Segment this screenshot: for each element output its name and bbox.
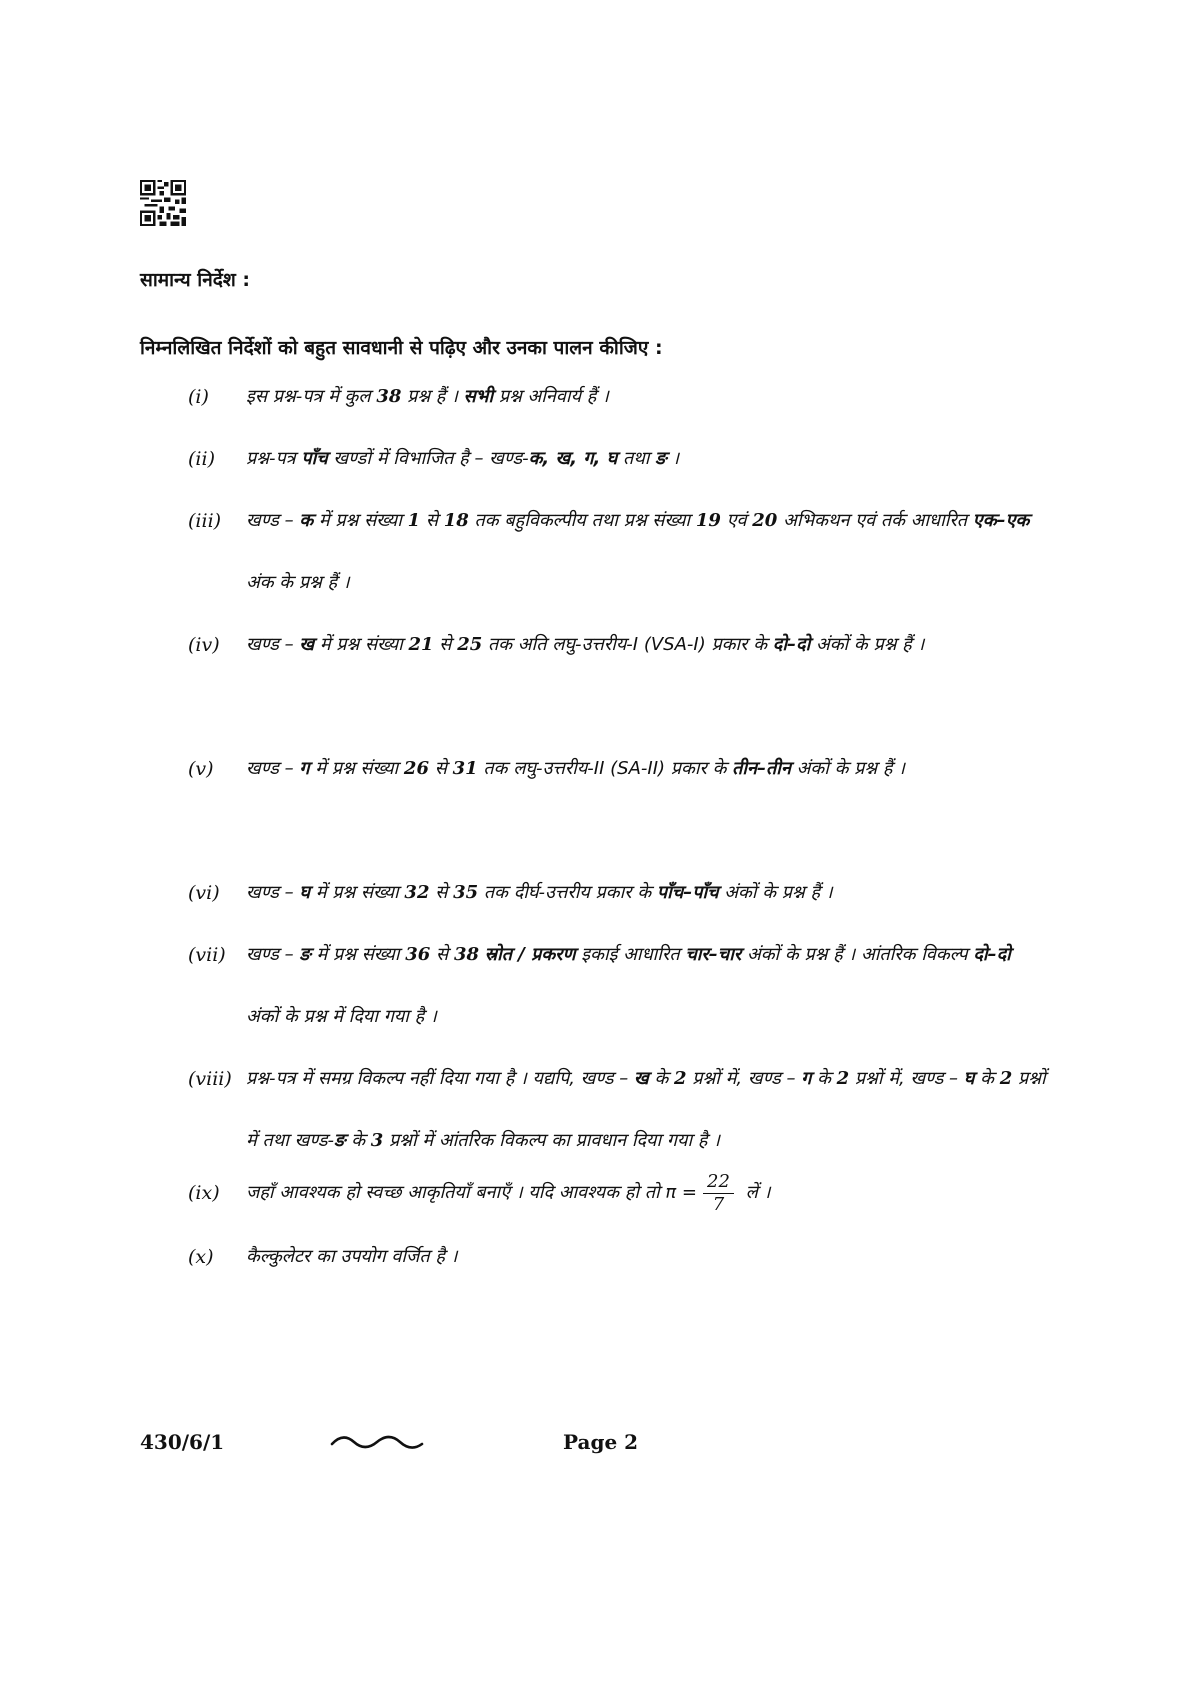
instruction-item [188, 1162, 1048, 1224]
instruction-item [188, 738, 1048, 800]
instruction-number: (viii) [188, 1068, 232, 1090]
instruction-item [188, 614, 1048, 676]
instruction-number: (x) [188, 1246, 214, 1268]
instruction-item [188, 428, 1048, 490]
qr-code-icon [140, 180, 186, 226]
instruction-number: (vii) [188, 944, 226, 966]
instruction-text: खण्ड – ङ में प्रश्न संख्या 36 से 38 स्रोत / प्रकरण इकाई आधारित चार–चार अंकों के प्रश्न हैं । आंतरिक विकल्प दो–दो अंकों के प्रश्न में दिया गया है । [246, 944, 1011, 1027]
instruction-item [188, 924, 1048, 1048]
instruction-item [188, 1226, 1048, 1288]
instruction-item [188, 1048, 1048, 1172]
instruction-text: खण्ड – क में प्रश्न संख्या 1 से 18 तक बहुविकल्पीय तथा प्रश्न संख्या 19 एवं 20 अभिकथन एवं तर्क आधारित एक–एक अंक के प्रश्न हैं । [246, 510, 1030, 593]
instruction-text: कैल्कुलेटर का उपयोग वर्जित है । [246, 1246, 458, 1267]
instruction-number: (vi) [188, 882, 220, 904]
instruction-text: खण्ड – ख में प्रश्न संख्या 21 से 25 तक अति लघु-उत्तरीय-I (VSA-I) प्रकार के दो–दो अंकों के प्रश्न हैं । [246, 634, 925, 655]
instruction-item [188, 366, 1048, 428]
instruction-text: प्रश्न-पत्र में समग्र विकल्प नहीं दिया गया है । यद्यपि, खण्ड – ख के 2 प्रश्नों में, खण्ड – ग के 2 प्रश्नों में, खण्ड – घ के 2 प्रश्नों में तथा खण्ड-ङ के 3 प्रश्नों में आंतरिक विकल्प का प्रावधान दिया गया है । [246, 1068, 1046, 1151]
instruction-number: (v) [188, 758, 214, 780]
paper-code: 430/6/1 [140, 1430, 225, 1454]
instruction-number: (iv) [188, 634, 220, 656]
pi-symbol: π = [665, 1182, 698, 1203]
instruction-item [188, 490, 1048, 614]
instruction-text: खण्ड – घ में प्रश्न संख्या 32 से 35 तक दीर्घ-उत्तरीय प्रकार के पाँच–पाँच अंकों के प्रश्न हैं । [246, 882, 833, 903]
wavy-line-icon [330, 1432, 424, 1452]
general-instructions-heading: सामान्य निर्देश : [140, 269, 250, 291]
instruction-text: प्रश्न-पत्र पाँच खण्डों में विभाजित है – खण्ड-क, ख, ग, घ तथा ङ । [246, 448, 680, 469]
read-carefully-heading: निम्नलिखित निर्देशों को बहुत सावधानी से पढ़िए और उनका पालन कीजिए : [140, 337, 663, 359]
fraction: $\frac{22}{7}$ [703, 1171, 734, 1216]
instruction-number: (iii) [188, 510, 222, 532]
instruction-text: इस प्रश्न-पत्र में कुल 38 प्रश्न हैं । सभी प्रश्न अनिवार्य हैं । [246, 386, 609, 407]
instruction-number: (i) [188, 386, 209, 408]
page-number: Page 2 [563, 1430, 639, 1454]
instruction-text: जहाँ आवश्यक हो स्वच्छ आकृतियाँ बनाएँ । यदि आवश्यक हो तो π = $\frac{22}{7}$ लें । [246, 1170, 771, 1215]
instruction-item [188, 862, 1048, 924]
instruction-text: खण्ड – ग में प्रश्न संख्या 26 से 31 तक लघु-उत्तरीय-II (SA-II) प्रकार के तीन–तीन अंकों के प्रश्न हैं । [246, 758, 905, 779]
instruction-number: (ii) [188, 448, 215, 470]
instruction-number: (ix) [188, 1182, 220, 1204]
